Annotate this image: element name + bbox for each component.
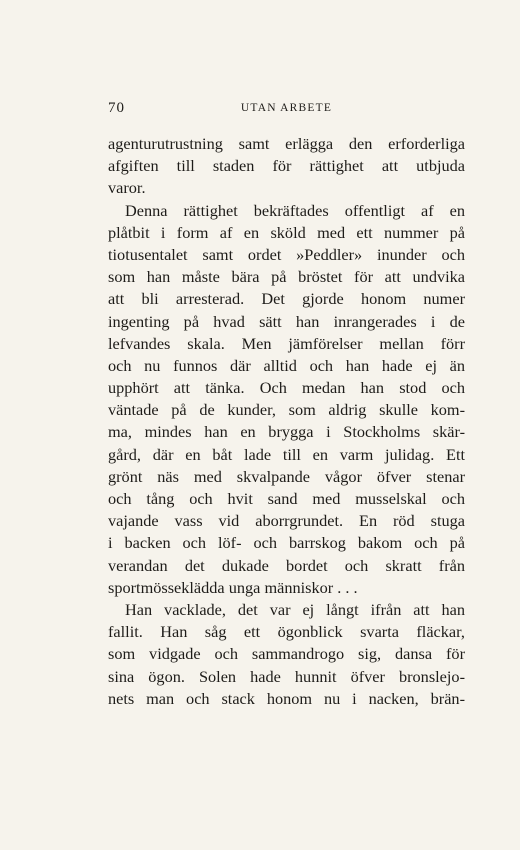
- text-line: agenturutrustning samt erlägga den erforderliga: [108, 134, 465, 153]
- text-line: sina ögon. Solen hade hunnit öfver bronslejo-: [108, 666, 465, 686]
- text-line: väntade på de kunder, som aldrig skulle kom-: [108, 400, 465, 420]
- text-line: som han måste bära på bröstet för att undvika: [108, 267, 465, 287]
- text-line: sportmösseklädda unga människor . . .: [108, 577, 358, 597]
- text-line: i backen och löf- och barrskog bakom och på: [108, 533, 465, 553]
- text-line: att bli arresterad. Det gjorde honom numer: [108, 289, 465, 309]
- text-line: som vidgade och sammandrogo sig, dansa för: [108, 644, 465, 664]
- page-number: 70: [108, 100, 125, 116]
- text-line: vajande vass vid aborrgrundet. En röd stuga: [108, 511, 465, 531]
- text-line: och tång och hvit sand med musselskal och: [108, 489, 465, 508]
- text-line: ingenting på hvad sätt han inrangerades i de: [108, 311, 465, 331]
- text-line: Han vacklade, det var ej långt ifrån att han: [125, 599, 465, 619]
- text-line: tiotusentalet samt ordet »Peddler» inunder och: [108, 244, 465, 264]
- page-header: [108, 100, 465, 120]
- text-line: och nu funnos där alltid och han hade ej än: [108, 355, 465, 375]
- text-line: gård, där en båt lade till en varm julidag. Ett: [108, 444, 465, 464]
- text-line: varor.: [108, 178, 146, 198]
- text-line: nets man och stack honom nu i nacken, brän-: [108, 688, 465, 708]
- text-line: upphört att tänka. Och medan han stod och: [108, 378, 465, 398]
- text-line: Denna rättighet bekräftades offentligt af en: [125, 200, 465, 220]
- text-line: verandan det dukade bordet och skratt från: [108, 555, 465, 575]
- text-line: lefvandes skala. Men jämförelser mellan förr: [108, 333, 465, 353]
- text-line: afgiften till staden för rättighet att utbjuda: [108, 156, 465, 176]
- text-line: grönt näs med skvalpande vågor öfver stenar: [108, 466, 465, 486]
- body-text: [108, 133, 465, 710]
- running-title: UTAN ARBETE: [240, 102, 333, 114]
- text-line: ma, mindes han en brygga i Stockholms skär-: [108, 422, 465, 442]
- text-line: plåtbit i form af en sköld med ett nummer på: [108, 222, 465, 242]
- text-line: fallit. Han såg ett ögonblick svarta fläckar,: [108, 622, 465, 642]
